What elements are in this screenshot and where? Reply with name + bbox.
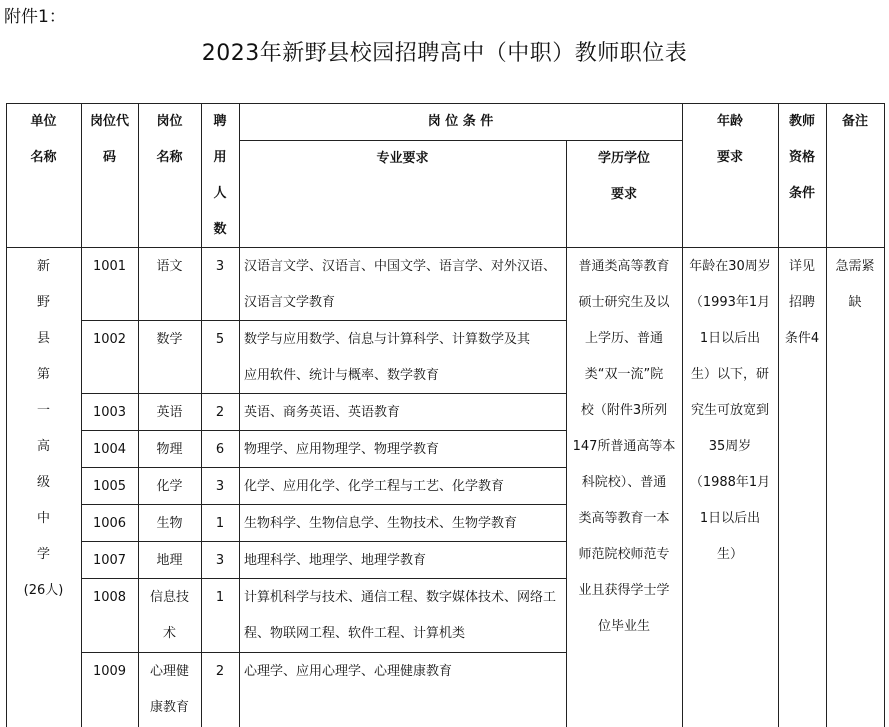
- header-age: [682, 104, 778, 176]
- unit-char: 野: [36, 295, 50, 310]
- col-line-9: [884, 103, 885, 727]
- teacher-qualification: [778, 249, 826, 357]
- row-line-8: [81, 652, 567, 653]
- row-code: 1005: [92, 479, 127, 494]
- row-major: 地理科学、地理学、地理学教育: [244, 553, 427, 568]
- row-major-line: 汉语言文学、汉语言、中国文学、语言学、对外汉语、: [244, 259, 557, 274]
- degree-line: 师范院校师范专: [578, 547, 670, 562]
- degree-line: 类高等教育一本: [578, 511, 670, 526]
- row-code: 1008: [92, 590, 127, 605]
- row-major: 生物科学、生物信息学、生物技术、生物学教育: [244, 516, 518, 531]
- row-major-line: 应用软件、统计与概率、数学教育: [244, 368, 440, 383]
- row-count: 1: [215, 590, 225, 605]
- row-count: 5: [215, 332, 225, 347]
- unit-name: [6, 249, 81, 609]
- degree-line: 位毕业生: [597, 619, 650, 634]
- degree-line: 硕士研究生及以: [578, 295, 670, 310]
- row-post-line: 术: [162, 626, 176, 641]
- age-line: 究生可放宽到: [690, 403, 769, 418]
- row-post: 物理: [156, 442, 183, 457]
- header-teacher-qualification: [778, 104, 826, 212]
- unit-count: (26人): [23, 583, 64, 598]
- unit-char: 一: [36, 403, 50, 418]
- age-line: 生）: [716, 547, 743, 562]
- row-major-line: 计算机科学与技术、通信工程、数字媒体技术、网络工: [244, 590, 557, 605]
- row-major: 物理学、应用物理学、物理学教育: [244, 442, 440, 457]
- unit-char: 学: [36, 547, 50, 562]
- row-code: 1004: [92, 442, 127, 457]
- header-teacher-line: 教师: [788, 114, 815, 129]
- row-major: [239, 580, 566, 652]
- header-count-char: 聘: [213, 114, 227, 129]
- row-post: 生物: [156, 516, 183, 531]
- row-major-line: 数学与应用数学、信息与计算科学、计算数学及其: [244, 332, 531, 347]
- row-post: 地理: [156, 553, 183, 568]
- header-teacher-line: 条件: [788, 186, 815, 201]
- remark-line: 急需紧: [835, 259, 875, 274]
- teacher-line: 详见: [788, 259, 815, 274]
- row-count: 3: [215, 479, 225, 494]
- header-unit-line1: 单位: [30, 114, 57, 129]
- row-major: 化学、应用化学、化学工程与工艺、化学教育: [244, 479, 505, 494]
- row-major: [239, 249, 566, 321]
- header-degree-line1: 学历学位: [597, 151, 650, 166]
- header-code: [81, 104, 138, 176]
- remark-line: 缺: [848, 295, 862, 310]
- row-code: 1009: [92, 664, 127, 679]
- header-post: [138, 104, 201, 176]
- degree-line: 147所普通高等本: [572, 439, 676, 454]
- row-post: 英语: [156, 405, 183, 420]
- attachment-label: 附件1：: [4, 7, 66, 27]
- age-line: 年龄在30周岁: [689, 259, 771, 274]
- header-teacher-line: 资格: [788, 150, 815, 165]
- row-count: 3: [215, 259, 225, 274]
- header-code-line1: 岗位代: [89, 114, 129, 129]
- col-line-8: [826, 103, 827, 727]
- row-post: 数学: [156, 332, 183, 347]
- row-post: 化学: [156, 479, 183, 494]
- degree-line: 普通类高等教育: [578, 259, 670, 274]
- age-line: （1993年1月: [689, 295, 771, 310]
- header-code-line2: 码: [102, 150, 116, 165]
- header-unit: [6, 104, 81, 176]
- row-code: 1007: [92, 553, 127, 568]
- header-count-char: 数: [213, 222, 227, 237]
- header-remark: 备注: [841, 114, 868, 129]
- unit-char: 新: [36, 259, 50, 274]
- row-count: 6: [215, 442, 225, 457]
- row-major-line: 汉语言文学教育: [244, 295, 336, 310]
- row-code: 1002: [92, 332, 127, 347]
- unit-char: 高: [36, 439, 50, 454]
- degree-line: 类“双一流”院: [584, 367, 664, 382]
- row-major: 英语、商务英语、英语教育: [244, 405, 401, 420]
- unit-char: 第: [36, 367, 50, 382]
- row-code: 1001: [92, 259, 127, 274]
- unit-char: 级: [36, 475, 50, 490]
- row-major: 心理学、应用心理学、心理健康教育: [244, 664, 453, 679]
- row-post: [138, 654, 201, 726]
- row-count: 1: [215, 516, 225, 531]
- row-post-line: 心理健: [149, 664, 189, 679]
- header-count-char: 用: [213, 150, 227, 165]
- page-title: 2023年新野县校园招聘高中（中职）教师职位表: [201, 41, 688, 66]
- row-post-line: 信息技: [149, 590, 189, 605]
- row-post: [138, 580, 201, 652]
- age-line: 1日以后出: [699, 331, 761, 346]
- row-major: [239, 322, 566, 394]
- row-code: 1003: [92, 405, 127, 420]
- degree-requirement: [566, 249, 682, 645]
- header-degree-line2: 要求: [610, 187, 637, 202]
- age-requirement: [682, 249, 778, 573]
- row-count: 2: [215, 405, 225, 420]
- row-major-line: 程、物联网工程、软件工程、计算机类: [244, 626, 466, 641]
- unit-char: 县: [36, 331, 50, 346]
- age-line: 1日以后出: [699, 511, 761, 526]
- header-age-line2: 要求: [716, 150, 743, 165]
- header-count: [201, 104, 239, 248]
- header-post-line1: 岗位: [156, 114, 183, 129]
- age-line: （1988年1月: [689, 475, 771, 490]
- header-major: 专业要求: [376, 151, 429, 166]
- degree-line: 上学历、普通: [584, 331, 663, 346]
- degree-line: 业且获得学士学: [578, 583, 670, 598]
- age-line: 生）以下，研: [690, 367, 769, 382]
- degree-line: 校（附件3所列: [580, 403, 668, 418]
- unit-char: 中: [36, 511, 50, 526]
- row-code: 1006: [92, 516, 127, 531]
- row-post: 语文: [156, 259, 183, 274]
- header-count-char: 人: [213, 186, 227, 201]
- age-line: 35周岁: [708, 439, 752, 454]
- header-conditions: 岗 位 条 件: [427, 114, 494, 129]
- degree-line: 科院校）、普通: [581, 475, 667, 490]
- row-count: 3: [215, 553, 225, 568]
- header-degree: [566, 141, 682, 213]
- remark: [826, 249, 884, 321]
- row-count: 2: [215, 664, 225, 679]
- teacher-line: 招聘: [788, 295, 815, 310]
- header-unit-line2: 名称: [30, 150, 57, 165]
- header-age-line1: 年龄: [716, 114, 743, 129]
- header-post-line2: 名称: [156, 150, 183, 165]
- teacher-line: 条件4: [784, 331, 820, 346]
- row-post-line: 康教育: [149, 700, 189, 715]
